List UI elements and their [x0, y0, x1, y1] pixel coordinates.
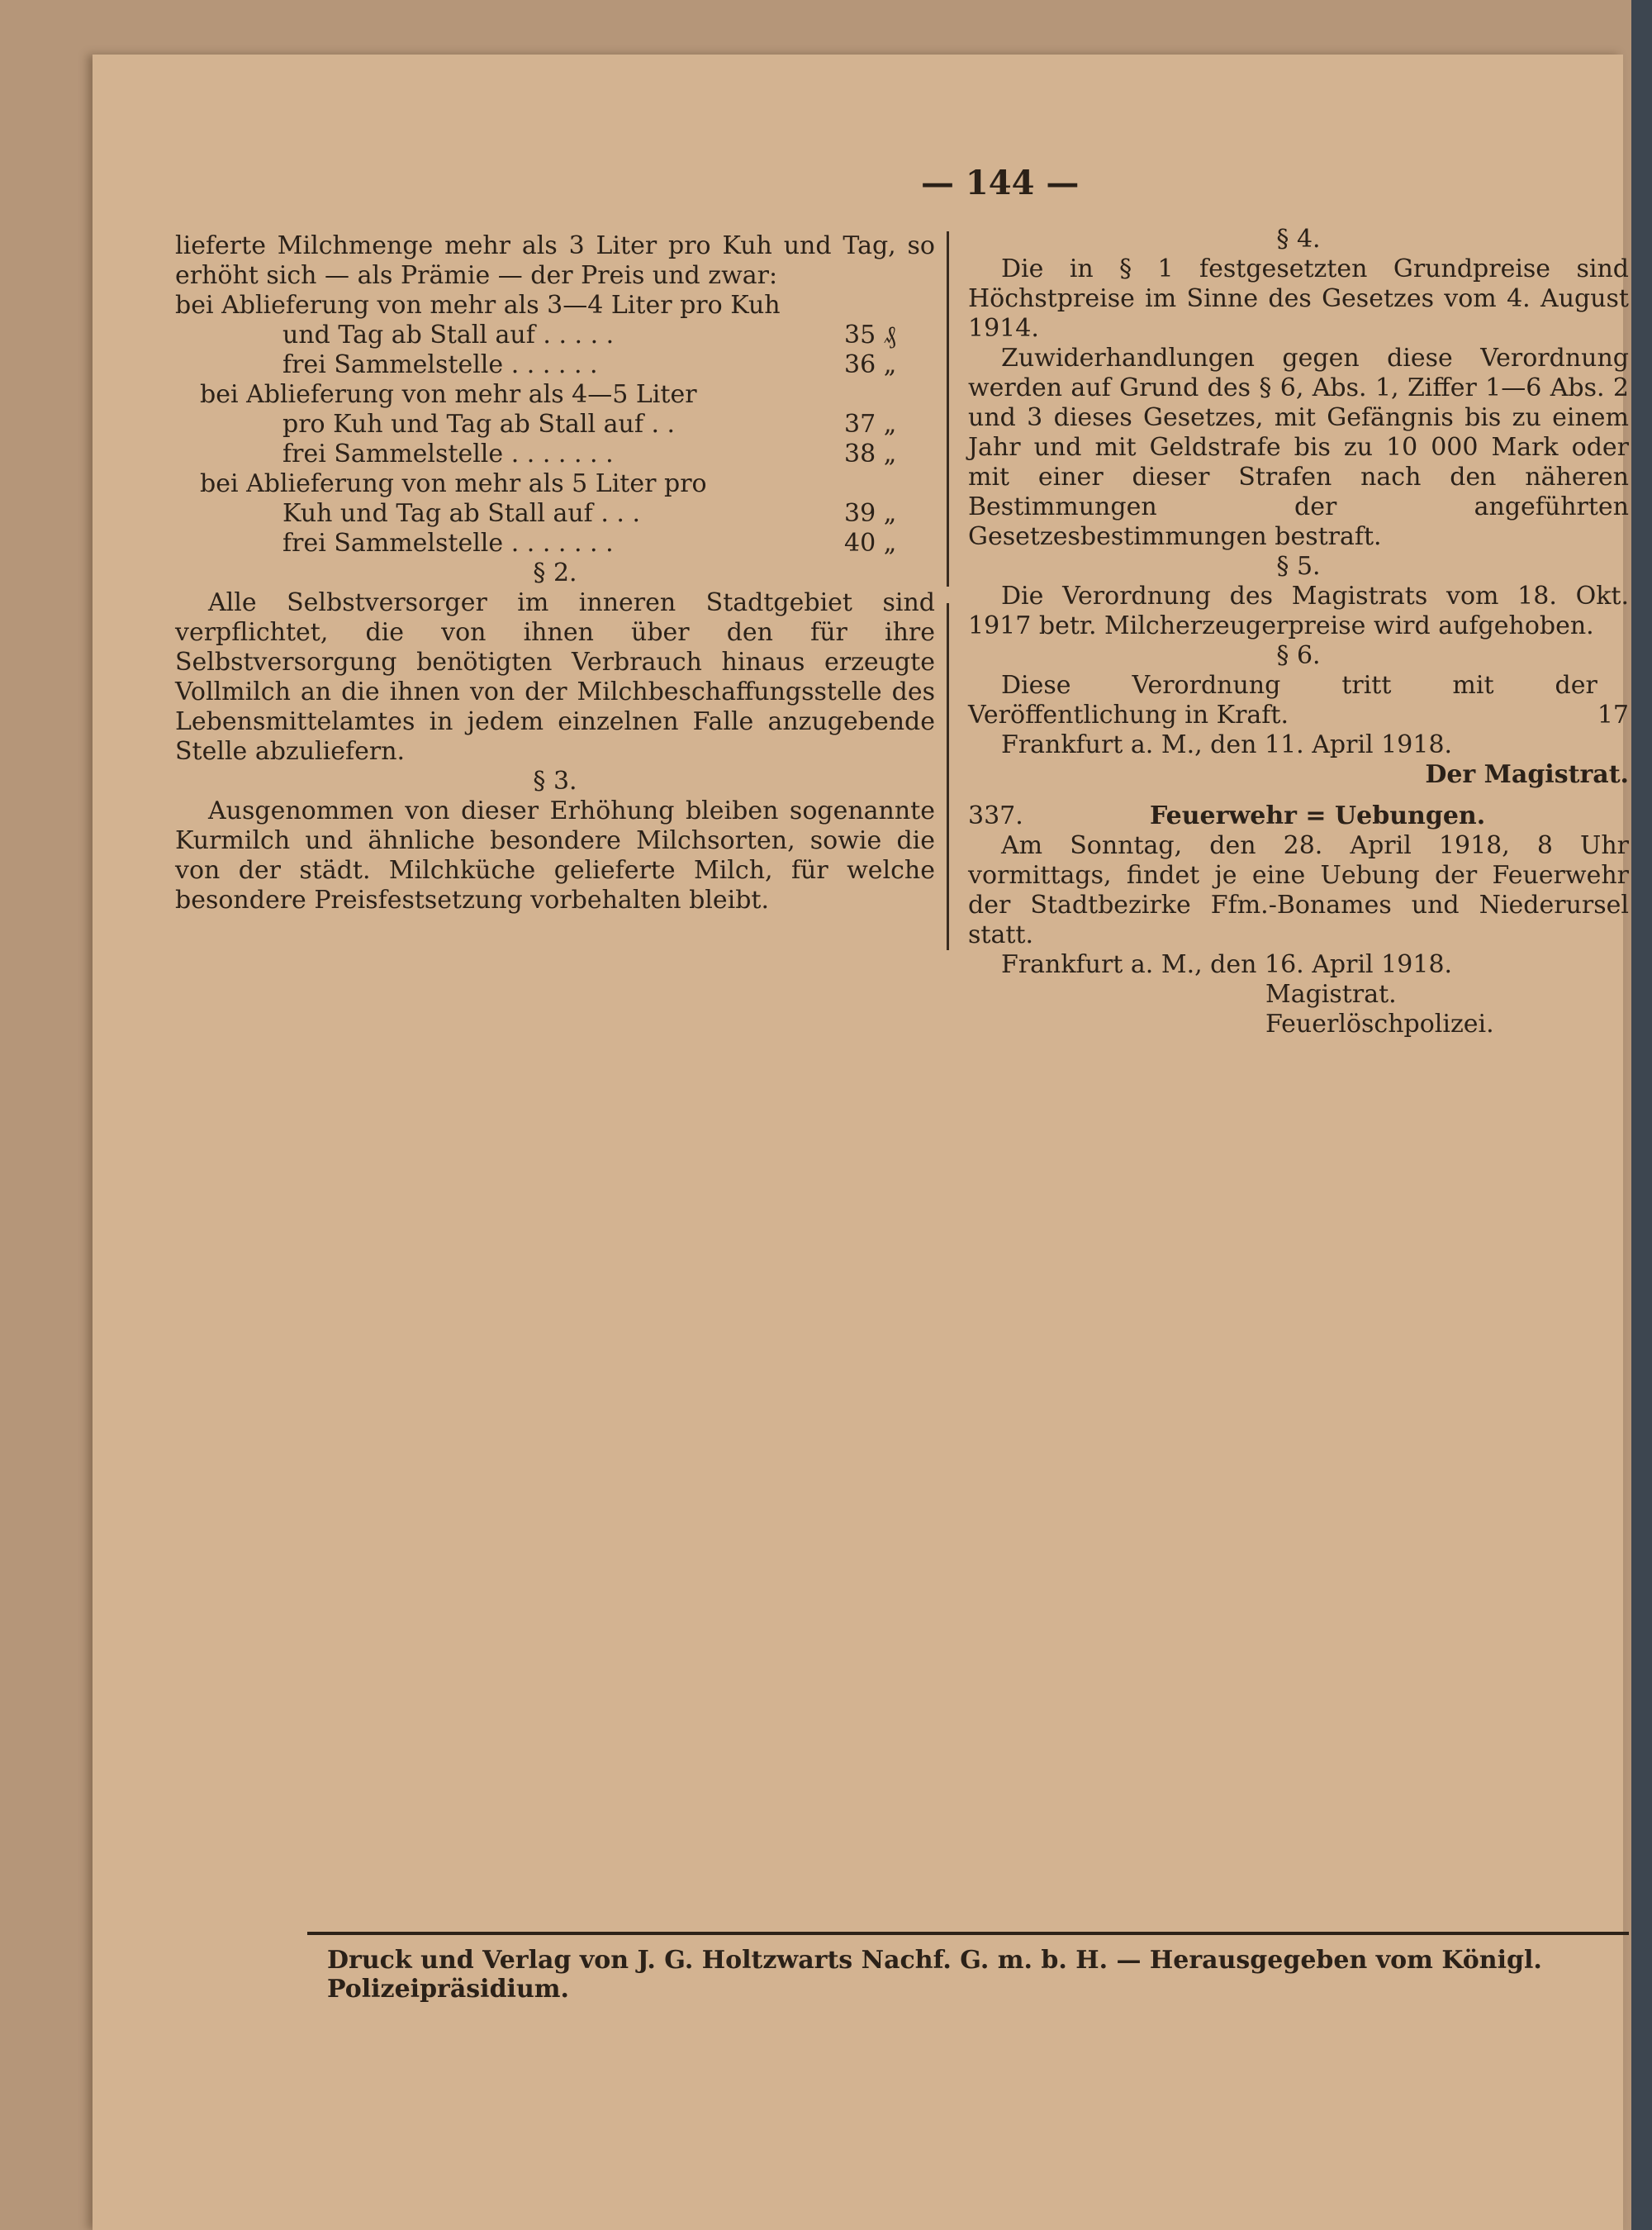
section-heading: § 5. [1276, 552, 1321, 581]
tier-line: pro Kuh und Tag ab Stall auf . . [282, 410, 676, 439]
tier-line: Kuh und Tag ab Stall auf . . . [282, 499, 640, 528]
margin-mark: 17 [1597, 701, 1629, 730]
tier-lead: bei Ablieferung von mehr als 5 Liter pro [200, 469, 707, 498]
imprint-footer: Druck und Verlag von J. G. Holtzwarts Nachf. G. m. b. H. — Herausgegeben vom Königl. Polizeipräsidium. [327, 1946, 1542, 2004]
tier-value: 37 „ [844, 410, 897, 439]
footer-rule [307, 1932, 1629, 1935]
item-title: Feuerwehr = Uebungen. [1150, 801, 1486, 830]
tier-line: und Tag ab Stall auf . . . . . [282, 321, 615, 349]
column-divider [947, 231, 949, 587]
tier-line: frei Sammelstelle . . . . . . [282, 350, 598, 379]
price-tier [175, 469, 935, 559]
signature: Der Magistrat. [1425, 760, 1629, 789]
price-tier [175, 291, 935, 380]
section-heading: § 3. [533, 767, 577, 796]
section-heading: § 2. [533, 559, 577, 587]
place-date: Frankfurt a. M., den 16. April 1918. [1001, 950, 1453, 979]
item-text: Am Sonntag, den 28. April 1918, 8 Uhr vormittags, findet je eine Uebung der Feuerwehr der Stadtbezirke Ffm.-Bonames und Niederursel statt. [968, 831, 1629, 949]
section-text: Die Verordnung des Magistrats vom 18. Okt. 1917 betr. Milcherzeugerpreise wird aufgehoben. [968, 582, 1629, 640]
section-text: Zuwiderhandlungen gegen diese Verordnung werden auf Grund des § 6, Abs. 1, Ziffer 1—6 Abs. 2 und 3 dieses Gesetzes, mit Gefängnis bis zu einem Jahr und mit Geldstrafe bis zu 10 000 Mark oder mit einer dieser Strafen nach den näheren Bestimmungen der angeführten Gesetzesbestimmungen bestraft. [968, 344, 1629, 551]
left-column [175, 231, 935, 915]
section-text: Die in § 1 festgesetzten Grundpreise sind Höchstpreise im Sinne des Gesetzes vom 4. August 1914. [968, 254, 1629, 343]
right-column [968, 225, 1629, 1039]
tier-lead: bei Ablieferung von mehr als 4—5 Liter [200, 380, 697, 409]
tier-lead: bei Ablieferung von mehr als 3—4 Liter pro Kuh [175, 291, 781, 320]
section-heading: § 4. [1276, 225, 1321, 254]
tier-line: frei Sammelstelle . . . . . . . [282, 529, 614, 558]
section-heading: § 6. [1276, 641, 1321, 670]
intro-paragraph: lieferte Milchmenge mehr als 3 Liter pro Kuh und Tag, so erhöht sich — als Prämie — der Preis und zwar: [175, 231, 935, 290]
tier-value: 38 „ [844, 440, 897, 468]
price-tier [175, 380, 935, 469]
tier-value: 39 „ [844, 499, 897, 528]
column-divider [947, 603, 949, 950]
page-number: — 144 — [921, 164, 1080, 202]
tier-value: 36 „ [844, 350, 897, 379]
section-text: Ausgenommen von dieser Erhöhung bleiben sogenannte Kurmilch und ähnliche besondere Milchsorten, sowie die von der städt. Milchküche gelieferte Milch, für welche besondere Preisfestsetzung vorbehalten bleibt. [175, 796, 935, 915]
item-number: 337. [968, 801, 1023, 830]
tier-value: 40 „ [844, 529, 897, 558]
tier-line: frei Sammelstelle . . . . . . . [282, 440, 614, 468]
tier-value: 35 ₰ [844, 321, 896, 349]
signature: Magistrat. Feuerlöschpolizei. [1265, 980, 1494, 1039]
section-text: Alle Selbstversorger im inneren Stadtgebiet sind verpflichtet, die von ihnen über den für ihre Selbstversorgung benötigten Verbrauch hinaus erzeugte Vollmilch an die ihnen von der Milchbeschaffungsstelle des Lebensmittelamtes in jedem einzelnen Falle anzugebende Stelle abzuliefern. [175, 588, 935, 766]
section-text: Diese Verordnung tritt mit der Veröffentlichung in Kraft. [968, 671, 1597, 730]
place-date: Frankfurt a. M., den 11. April 1918. [1001, 730, 1453, 759]
